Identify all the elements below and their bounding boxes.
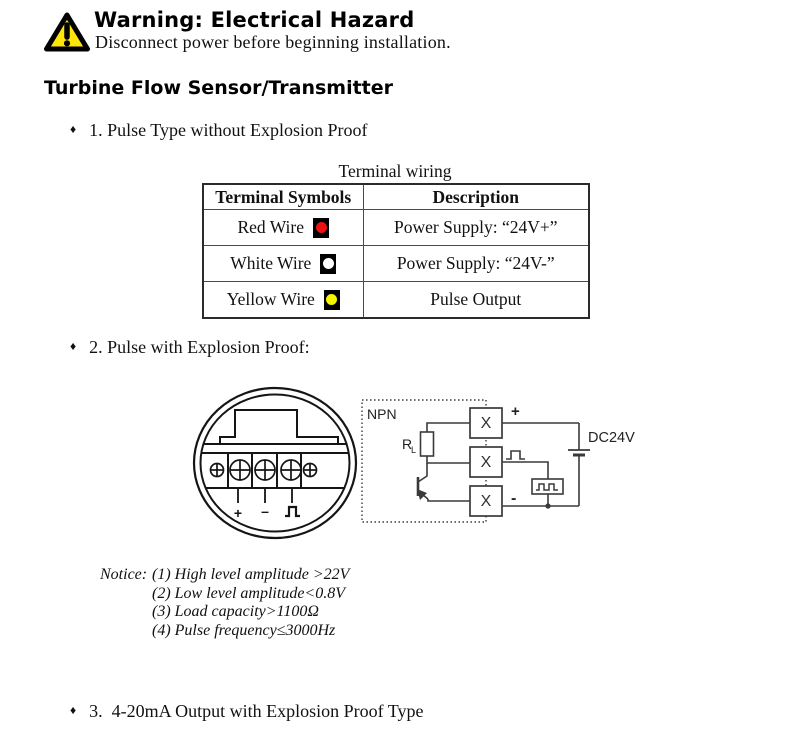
amp-box-3-label: X — [480, 493, 492, 510]
minus-net-label: - — [511, 490, 517, 507]
pulse-train-box — [532, 479, 563, 494]
wire-description: Power Supply: “24V+” — [363, 210, 589, 246]
section-title: Turbine Flow Sensor/Transmitter — [44, 77, 394, 99]
transistor-emitter-arrow-icon — [417, 489, 427, 500]
table-row — [203, 282, 589, 319]
terminal-wiring-table — [202, 183, 590, 319]
diamond-bullet-icon: ♦ — [70, 339, 77, 353]
notice-line-3: (3) Load capacity>1100Ω — [152, 603, 319, 620]
wire-label: Yellow Wire — [226, 289, 315, 309]
junction-dot — [545, 503, 550, 508]
npn-label: NPN — [367, 406, 397, 422]
supply-label: DC24V — [588, 430, 635, 446]
white-wire-dot — [323, 258, 334, 269]
notice-line-1: (1) High level amplitude >22V — [152, 566, 350, 583]
table-row — [203, 210, 589, 246]
wire-description: Power Supply: “24V-” — [363, 246, 589, 282]
wire-label: White Wire — [230, 253, 312, 273]
notice-line-2: (2) Low level amplitude<0.8V — [152, 584, 345, 602]
load-resistor-subscript: L — [411, 445, 417, 455]
white-wire-swatch-icon — [320, 254, 336, 274]
table-caption: Terminal wiring — [338, 161, 452, 181]
wire-description: Pulse Output — [363, 282, 589, 319]
terminal-cover-outline — [220, 410, 338, 444]
yellow-wire-dot — [326, 294, 337, 305]
list-item-2-text: 2. Pulse with Explosion Proof: — [89, 337, 310, 357]
diamond-bullet-icon: ♦ — [70, 703, 77, 717]
list-item-3-text: 3. 4-20mA Output with Explosion Proof Type — [89, 701, 424, 721]
red-wire-swatch-icon — [313, 218, 329, 238]
list-item-2 — [70, 337, 310, 358]
plus-net-label: + — [511, 403, 520, 420]
list-item-1 — [70, 120, 368, 141]
terminal-minus-label: – — [261, 503, 269, 519]
list-item-1-text: 1. Pulse Type without Explosion Proof — [89, 120, 368, 140]
warning-triangle-icon — [44, 12, 90, 52]
list-item-3 — [70, 701, 424, 722]
single-pulse-icon — [506, 451, 525, 459]
warning-subtitle: Disconnect power before beginning installation. — [95, 32, 451, 52]
load-resistor-symbol — [421, 432, 434, 456]
notice-list — [152, 566, 349, 640]
red-wire-dot — [316, 222, 327, 233]
table-row — [203, 246, 589, 282]
amp-box-1-label: X — [480, 415, 492, 432]
notice-line-4: (4) Pulse frequency≤3000Hz — [152, 621, 336, 639]
pulse-terminal-icon — [285, 507, 300, 516]
load-resistor-label: R — [402, 436, 413, 452]
diamond-bullet-icon: ♦ — [70, 122, 77, 136]
warning-title: Warning: Electrical Hazard — [94, 8, 415, 32]
terminal-plus-label: + — [233, 505, 243, 521]
notice-label: Notice: — [100, 566, 148, 583]
wire-label: Red Wire — [237, 217, 305, 237]
table-header-row — [203, 184, 589, 210]
wiring-diagram — [185, 383, 680, 545]
sensor-terminal-view — [194, 388, 356, 538]
amp-box-2-label: X — [480, 454, 492, 471]
yellow-wire-swatch-icon — [324, 290, 340, 310]
column-header-description: Description — [363, 184, 589, 210]
column-header-terminal-symbols: Terminal Symbols — [203, 184, 363, 210]
